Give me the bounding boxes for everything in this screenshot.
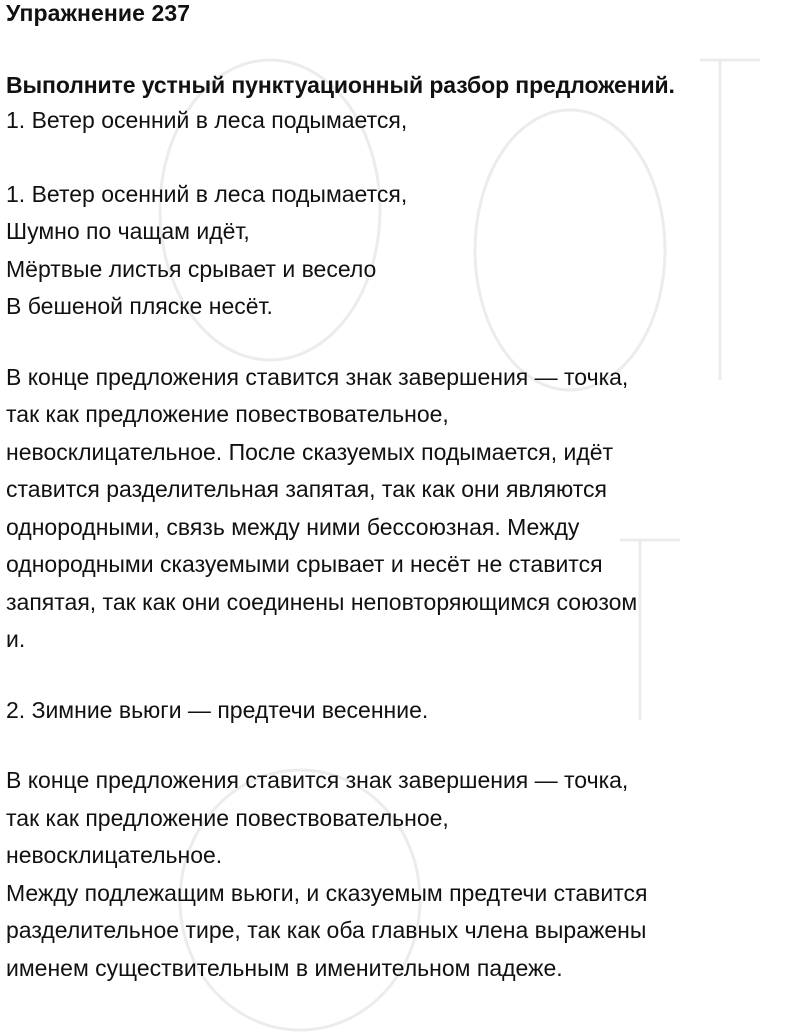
analysis-line: Между подлежащим вьюги, и сказуемым предтечи ставится [6, 879, 648, 906]
poem-line: 1. Ветер осенний в леса подымается, [6, 180, 408, 207]
spacer [6, 326, 800, 359]
analysis-line: однородными, связь между ними бессоюзная. Между [6, 513, 580, 540]
task-instruction: Выполните устный пунктуационный разбор предложений. [6, 72, 675, 98]
analysis-1-block [6, 359, 800, 659]
spacer [6, 659, 800, 692]
analysis-line: однородными сказуемыми срывает и несёт не ставится [6, 551, 603, 577]
intro-sentence: 1. Ветер осенний в леса подымается, [6, 107, 408, 133]
analysis-line: В конце предложения ставится знак завершения — точка, [6, 363, 629, 390]
spacer [6, 729, 800, 762]
analysis-line: и. [6, 626, 26, 652]
analysis-2-block [6, 762, 800, 987]
analysis-line: разделительное тире, так как оба главных члена выражены [6, 917, 647, 943]
exercise-title: Упражнение 237 [6, 0, 191, 26]
analysis-line: невосклицательное. [6, 842, 223, 868]
analysis-line: именем существительным в именительном падеже. [6, 954, 563, 981]
poem-line: Шумно по чащам идёт, [6, 218, 250, 244]
poem-line: В бешеной пляске несёт. [6, 293, 273, 319]
poem-line: Мёртвые листья срывает и весело [6, 255, 377, 282]
spacer [6, 140, 800, 176]
analysis-line: ставится разделительная запятая, так как они являются [6, 476, 607, 502]
analysis-line: запятая, так как они соединены неповторяющимся союзом [6, 588, 638, 615]
analysis-line: так как предложение повествовательное, [6, 804, 449, 831]
sentence-2: 2. Зимние вьюги — предтечи весенние. [6, 696, 429, 723]
analysis-line: В конце предложения ставится знак завершения — точка, [6, 767, 629, 793]
analysis-line: невосклицательное. После сказуемых подымается, идёт [6, 438, 614, 465]
analysis-line: так как предложение повествовательное, [6, 401, 449, 427]
poem-block [6, 176, 800, 326]
